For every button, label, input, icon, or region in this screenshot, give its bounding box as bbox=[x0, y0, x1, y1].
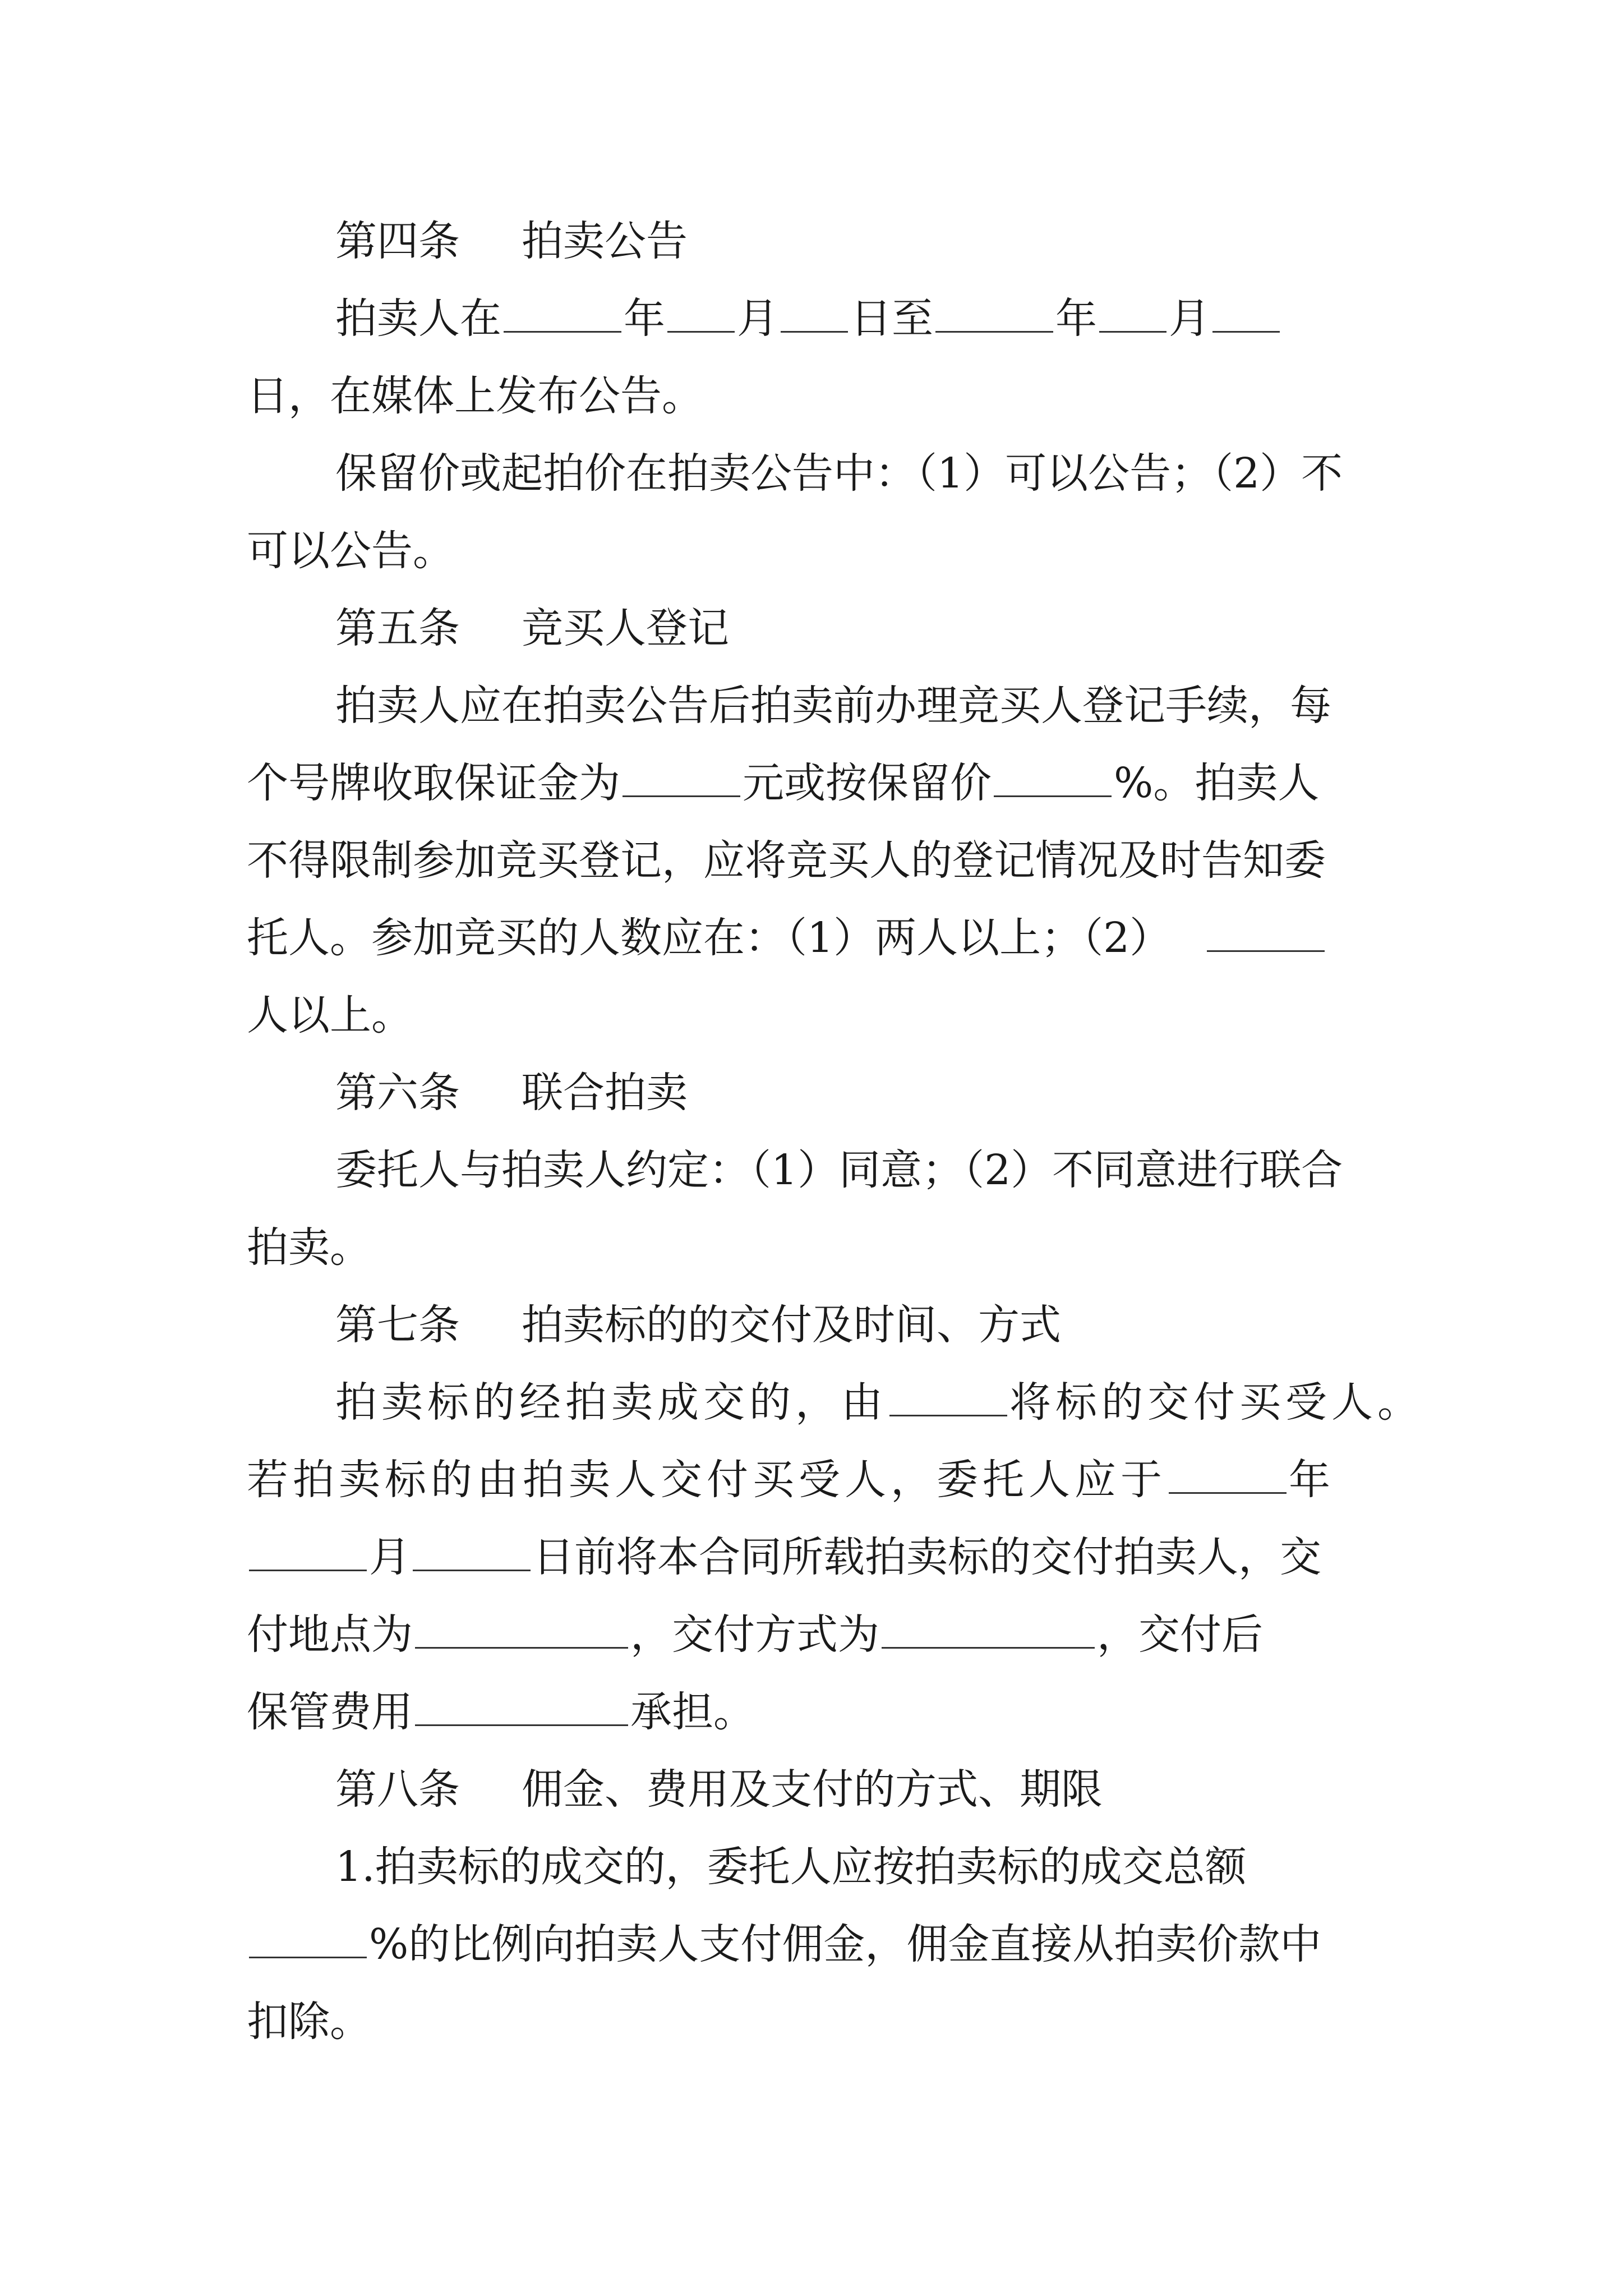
blank-field bbox=[935, 294, 1053, 333]
article8-title: 佣金、费用及支付的方式、期限 bbox=[522, 1765, 1103, 1814]
article7-line1: 拍卖标的经拍卖成交的，由 将标的交付买受人。 bbox=[335, 1378, 1423, 1427]
article8-heading bbox=[335, 1761, 1103, 1818]
article7-line3: 月 日前将本合同所载拍卖标的交付拍卖人，交 bbox=[247, 1529, 1321, 1585]
blank-field bbox=[415, 1610, 628, 1649]
article4-title: 拍卖公告 bbox=[522, 217, 688, 265]
article5-line1: 拍卖人应在拍卖公告后拍卖前办理竞买人登记手续，每 bbox=[335, 682, 1331, 730]
blank-field bbox=[623, 758, 740, 797]
blank-field bbox=[249, 1533, 367, 1571]
article7-line4: 付地点为 ，交付方式为 ，交付后 bbox=[247, 1611, 1263, 1659]
article5-line3: 不得限制参加竞买登记，应将竞买人的登记情况及时告知委 bbox=[247, 836, 1326, 885]
article5-number: 第五条 bbox=[335, 604, 460, 652]
blank-field bbox=[1099, 294, 1166, 333]
article4-heading bbox=[335, 213, 688, 269]
article7-title: 拍卖标的的交付及时间、方式 bbox=[522, 1301, 1061, 1349]
article4-paragraph2-line2: 可以公告。 bbox=[247, 527, 454, 575]
article7-line5: 保管费用 承担。 bbox=[247, 1688, 755, 1736]
article7-number: 第七条 bbox=[335, 1301, 460, 1349]
article5-line4: 托人。参加竞买的人数应在：（1）两人以上；（2） bbox=[247, 910, 1327, 966]
blank-field bbox=[415, 1687, 628, 1726]
article4-paragraph1-line2: 日，在媒体上发布公告。 bbox=[247, 372, 703, 420]
article6-heading bbox=[335, 1065, 688, 1121]
blank-field bbox=[781, 294, 848, 333]
blank-field bbox=[994, 758, 1112, 797]
blank-field bbox=[413, 1533, 531, 1571]
blank-field bbox=[249, 1920, 367, 1958]
blank-field bbox=[1169, 1455, 1287, 1494]
blank-field bbox=[1207, 913, 1325, 952]
article5-line5: 人以上。 bbox=[247, 991, 413, 1039]
article6-number: 第六条 bbox=[335, 1069, 460, 1117]
blank-field bbox=[667, 294, 735, 333]
article8-line3: 扣除。 bbox=[247, 1998, 371, 2046]
article8-line1: 1.拍卖标的成交的，委托人应按拍卖标的成交总额 bbox=[335, 1843, 1247, 1891]
article4-number: 第四条 bbox=[335, 217, 460, 265]
article6-line1: 委托人与拍卖人约定：（1）同意；（2）不同意进行联合 bbox=[335, 1146, 1343, 1194]
article6-title: 联合拍卖 bbox=[522, 1069, 688, 1117]
article8-line2: %的比例向拍卖人支付佣金，佣金直接从拍卖价款中 bbox=[247, 1916, 1321, 1972]
article6-line2: 拍卖。 bbox=[247, 1223, 371, 1272]
article4-paragraph1-line1: 拍卖人在 年 月 日至 年 月 bbox=[335, 291, 1282, 347]
blank-field bbox=[504, 294, 621, 333]
article5-line2: 个号牌收取保证金为 元或按保留价 %。拍卖人 bbox=[247, 759, 1320, 807]
article5-title: 竞买人登记 bbox=[522, 604, 729, 652]
blank-field bbox=[882, 1610, 1095, 1649]
article4-paragraph2-line1: 保留价或起拍价在拍卖公告中：（1）可以公告；（2）不 bbox=[335, 449, 1343, 498]
blank-field bbox=[1212, 294, 1280, 333]
article8-number: 第八条 bbox=[335, 1765, 460, 1814]
article7-heading bbox=[335, 1297, 1061, 1353]
article7-line2: 若拍卖标的由拍卖人交付买受人，委托人应于 年 bbox=[247, 1456, 1335, 1504]
article5-heading bbox=[335, 600, 729, 656]
blank-field bbox=[889, 1378, 1007, 1416]
